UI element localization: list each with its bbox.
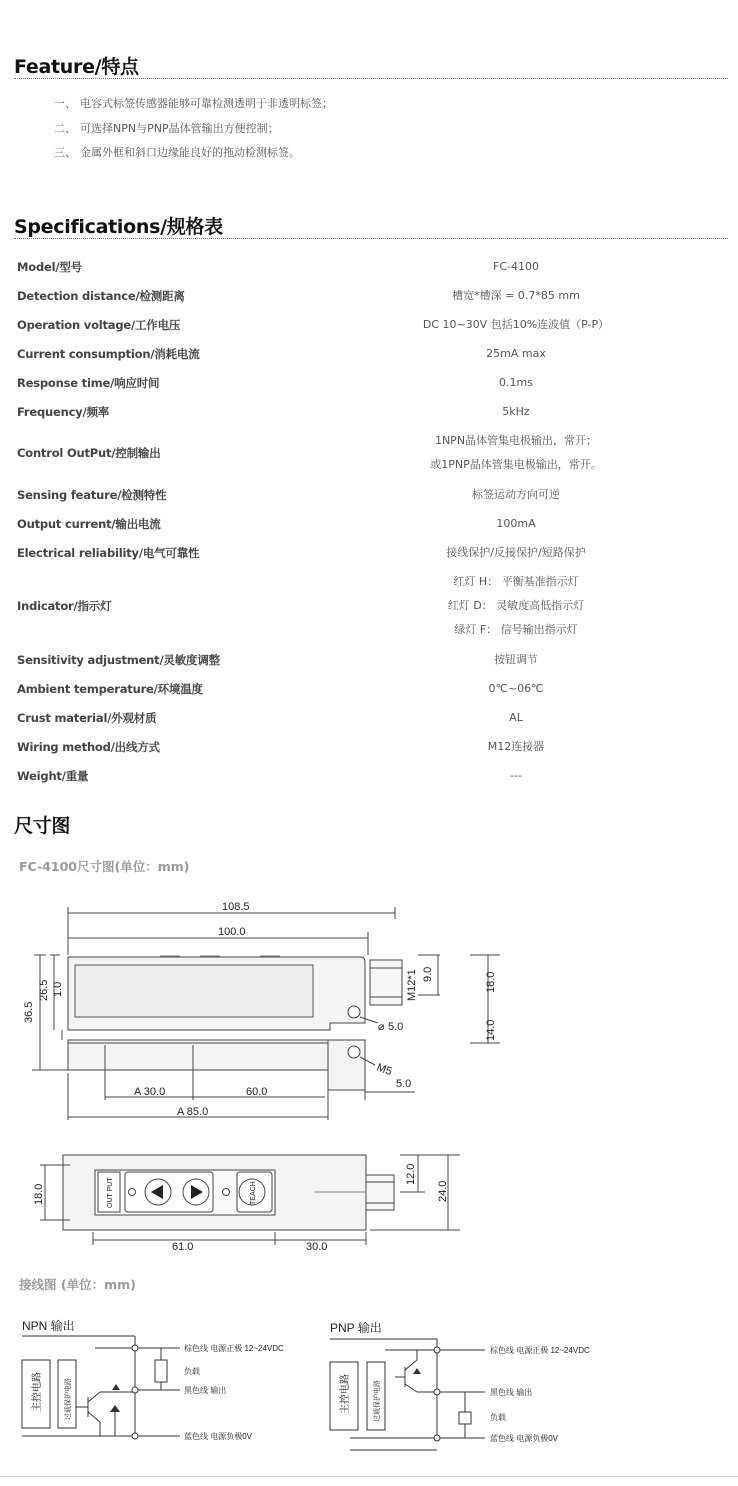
spec-label: Output current/输出电流	[17, 516, 161, 531]
npn-black-label: 黑色线 输出	[184, 1386, 227, 1395]
spec-row	[14, 480, 728, 509]
spec-label: Wiring method/出线方式	[17, 739, 160, 754]
spec-value-line: 0℃~06℃	[488, 682, 544, 695]
spec-value	[314, 281, 728, 310]
spec-row	[14, 281, 728, 310]
spec-row	[14, 645, 728, 674]
pnp-main-circuit-label: 主控电路	[340, 1374, 351, 1414]
spec-row	[14, 674, 728, 703]
spec-row	[14, 538, 728, 567]
spec-row	[14, 310, 728, 339]
spec-value-line: 绿灯 F： 信号输出指示灯	[454, 623, 578, 636]
dim-24-label: 24.0	[437, 1180, 449, 1202]
dim-14-label: 14.0	[485, 1019, 497, 1041]
dim-12-label: 12.0	[405, 1163, 417, 1185]
npn-blue-label: 蓝色线 电源负极0V	[184, 1432, 253, 1441]
spec-row	[14, 426, 728, 480]
dimensions-title: 尺寸图	[14, 815, 71, 837]
spec-value-line: AL	[509, 711, 523, 724]
dim-1-0-label: 1.0	[52, 981, 64, 997]
spec-value	[314, 645, 728, 674]
feature-item-text: 金属外框和斜口边缘能良好的拖动检测标签。	[80, 146, 300, 159]
spec-label: Electrical reliability/电气可靠性	[17, 545, 200, 560]
spec-value	[314, 480, 728, 509]
feature-item-number: 二、	[54, 121, 76, 135]
dim-100-label: 100.0	[218, 926, 246, 938]
feature-item-text: 电容式标签传感器能够可靠检测透明于非透明标签；	[80, 97, 333, 110]
dim-26-5-label: 26.5	[38, 979, 50, 1001]
spec-label: Model/型号	[17, 259, 82, 274]
dim-30-label: 30.0	[306, 1241, 328, 1253]
spec-row	[14, 567, 728, 645]
feature-item	[54, 120, 333, 145]
feature-item-number: 一、	[54, 97, 76, 110]
pnp-black-label: 黑色线 输出	[490, 1388, 533, 1397]
spec-row	[14, 761, 728, 790]
spec-label: Crust material/外观材质	[17, 710, 157, 725]
feature-item-number: 三、	[54, 146, 76, 159]
spec-value-line: 槽宽*槽深 = 0.7*85 mm	[452, 289, 580, 302]
spec-label: Current consumption/消耗电流	[17, 346, 200, 361]
spec-value	[314, 368, 728, 397]
spec-row	[14, 368, 728, 397]
wiring-subtitle: 接线图 (单位：mm)	[19, 1277, 136, 1292]
dim-9-label: 9.0	[422, 966, 434, 982]
npn-load-label: 负载	[184, 1367, 200, 1376]
pnp-blue-label: 蓝色线 电源负极0V	[490, 1434, 559, 1443]
spec-value	[314, 761, 728, 790]
spec-label: Frequency/频率	[17, 404, 110, 419]
page-bottom-divider	[0, 1476, 738, 1477]
spec-value	[314, 509, 728, 538]
pnp-brown-label: 棕色线 电源正极 12~24VDC	[490, 1346, 590, 1355]
dim-m5-label: M5	[374, 1061, 394, 1079]
specifications-divider	[14, 238, 728, 239]
spec-value-line: 25mA max	[486, 347, 546, 360]
dim-60-label: 60.0	[246, 1086, 268, 1098]
spec-value-line: 红灯 H： 平衡基准指示灯	[453, 575, 579, 588]
dim-61-label: 61.0	[172, 1241, 194, 1253]
spec-value-line: DC 10~30V 包括10%连波值（P-P）	[422, 318, 610, 331]
spec-label: Detection distance/检测距离	[17, 288, 185, 303]
spec-label: Ambient temperature/环境温度	[17, 681, 203, 696]
spec-label: Sensitivity adjustment/灵敏度调整	[17, 652, 220, 667]
feature-item	[54, 144, 333, 169]
dim-5-label: 5.0	[396, 1078, 412, 1090]
spec-label: Control OutPut/控制输出	[17, 446, 161, 460]
spec-value-line: 按钮调节	[494, 653, 538, 666]
dim-108-5-label: 108.5	[222, 901, 250, 913]
dim-18-label: 18.0	[485, 971, 497, 993]
spec-value	[314, 732, 728, 761]
feature-divider	[14, 78, 728, 79]
spec-row	[14, 339, 728, 368]
dim-18-top-label: 18.0	[33, 1183, 45, 1205]
pnp-title: PNP 输出	[330, 1321, 382, 1335]
dim-m12-label: M12*1	[406, 969, 418, 1001]
spec-label: Sensing feature/检测特性	[17, 487, 167, 502]
pnp-load-label: 负载	[490, 1413, 506, 1422]
specifications-table	[14, 252, 728, 790]
npn-wiring-diagram	[0, 1312, 330, 1452]
feature-item	[54, 95, 333, 120]
side-view-drawing	[0, 895, 738, 1130]
spec-value	[314, 339, 728, 368]
spec-value	[314, 674, 728, 703]
spec-value	[314, 310, 728, 339]
spec-value-line: 100mA	[496, 517, 536, 530]
dim-phi5-label: 5.0	[388, 1021, 404, 1033]
dim-a30-label: A 30.0	[134, 1086, 166, 1098]
top-view-drawing	[0, 1150, 738, 1255]
feature-item-text: 可选择NPN与PNP晶体管输出方便控制；	[80, 121, 279, 135]
teach-label: TEACH	[250, 1181, 257, 1205]
spec-row	[14, 703, 728, 732]
spec-row	[14, 509, 728, 538]
spec-row	[14, 397, 728, 426]
spec-value-line: M12连接器	[487, 740, 545, 753]
spec-value	[314, 252, 728, 281]
spec-row	[14, 732, 728, 761]
spec-value	[314, 397, 728, 426]
npn-protect-label: 过载保护电路	[65, 1378, 72, 1420]
specifications-title: Specifications/规格表	[14, 216, 223, 238]
spec-value-line: 1NPN晶体管集电极输出，常开；	[434, 434, 598, 447]
spec-row	[14, 252, 728, 281]
spec-value-line: 接线保护/反接保护/短路保护	[446, 546, 586, 559]
spec-label: Operation voltage/工作电压	[17, 317, 181, 332]
spec-value-line: FC-4100	[493, 260, 539, 273]
spec-value-line: 标签运动方向可逆	[472, 488, 560, 501]
output-label: OUT PUT	[107, 1177, 114, 1208]
spec-value-line: 红灯 D： 灵敏度高低指示灯	[447, 599, 585, 612]
spec-label: Indicator/指示灯	[17, 599, 112, 613]
spec-value	[314, 703, 728, 732]
spec-value-line: 5kHz	[502, 405, 530, 418]
npn-title: NPN 输出	[22, 1319, 75, 1333]
dim-36-5-label: 36.5	[23, 1001, 35, 1023]
pnp-protect-label: 过载保护电路	[374, 1380, 381, 1422]
dim-phi-symbol: ⌀	[378, 1021, 385, 1033]
spec-label: Weight/重量	[17, 768, 89, 783]
spec-value	[314, 567, 728, 645]
dim-a85-label: A 85.0	[177, 1106, 209, 1118]
spec-label: Response time/响应时间	[17, 375, 160, 390]
feature-title: Feature/特点	[14, 56, 139, 78]
dimensions-subtitle: FC-4100尺寸图(单位：mm)	[19, 859, 190, 874]
npn-brown-label: 棕色线 电源正极 12~24VDC	[184, 1344, 284, 1353]
npn-main-circuit-label: 主控电路	[32, 1372, 43, 1412]
spec-value-line: 0.1ms	[499, 376, 533, 389]
spec-value	[314, 538, 728, 567]
spec-value-line: 或1PNP晶体管集电极输出，常开。	[430, 458, 602, 471]
spec-value	[314, 426, 728, 480]
spec-value-line: ---	[510, 769, 522, 782]
feature-list	[54, 95, 333, 169]
pnp-wiring-diagram	[325, 1312, 625, 1452]
